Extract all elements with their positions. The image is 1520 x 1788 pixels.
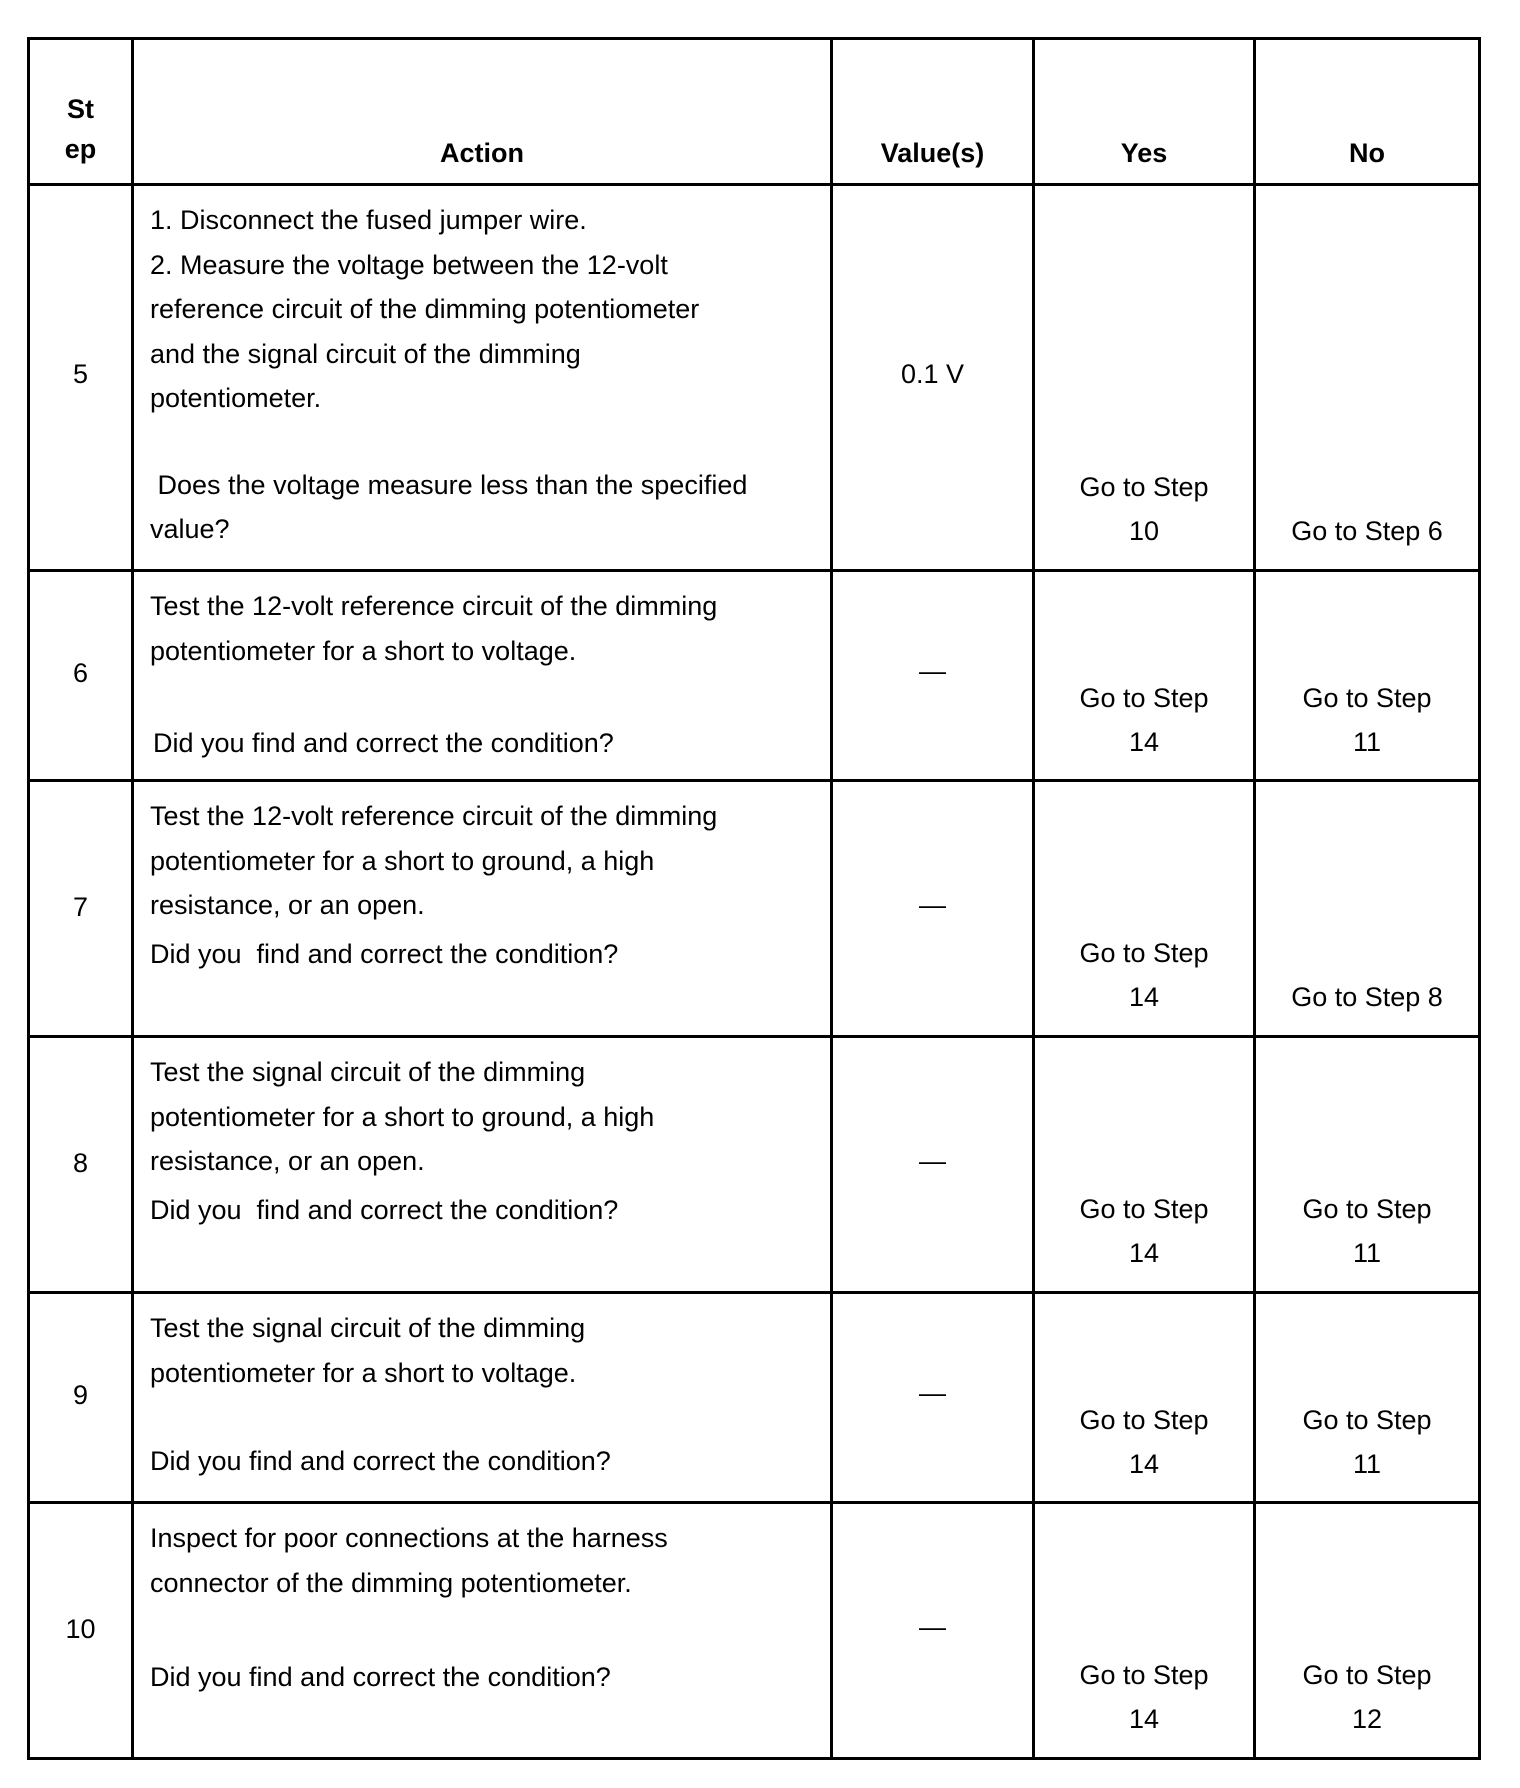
no-cell: Go to Step 11 — [1255, 1037, 1480, 1293]
no-cell: Go to Step 11 — [1255, 571, 1480, 781]
table-row — [29, 1293, 1480, 1503]
yes-cell: Go to Step 10 — [1034, 185, 1255, 571]
value-cell: 0.1 V — [832, 185, 1034, 571]
header-yes: Yes — [1034, 39, 1255, 185]
action-cell: Inspect for poor connections at the harness connector of the dimming potentiometer. Did you find and correct the condition? — [133, 1503, 832, 1759]
step-cell: 10 — [29, 1503, 133, 1759]
header-no: No — [1255, 39, 1480, 185]
action-cell: Test the signal circuit of the dimming potentiometer for a short to ground, a high resistance, or an open. Did you find and correct the condition? — [133, 1037, 832, 1293]
no-cell: Go to Step 8 — [1255, 781, 1480, 1037]
step-cell: 8 — [29, 1037, 133, 1293]
yes-cell: Go to Step 14 — [1034, 1503, 1255, 1759]
header-step: St ep — [29, 39, 133, 185]
table-row — [29, 571, 1480, 781]
yes-cell: Go to Step 14 — [1034, 1293, 1255, 1503]
no-cell: Go to Step 11 — [1255, 1293, 1480, 1503]
yes-cell: Go to Step 14 — [1034, 1037, 1255, 1293]
step-cell: 6 — [29, 571, 133, 781]
action-cell: Test the 12-volt reference circuit of the dimming potentiometer for a short to voltage. Did you find and correct the condition? — [133, 571, 832, 781]
action-cell: Test the 12-volt reference circuit of the dimming potentiometer for a short to ground, a high resistance, or an open. Did you find and correct the condition? — [133, 781, 832, 1037]
no-cell: Go to Step 6 — [1255, 185, 1480, 571]
action-cell: 1. Disconnect the fused jumper wire. 2. Measure the voltage between the 12-volt reference circuit of the dimming potentiometer and the signal circuit of the dimming potentiometer. Does the voltage measure less than the specified value? — [133, 185, 832, 571]
no-cell: Go to Step 12 — [1255, 1503, 1480, 1759]
header-row — [29, 39, 1480, 185]
step-cell: 5 — [29, 185, 133, 571]
step-cell: 7 — [29, 781, 133, 1037]
table-row — [29, 781, 1480, 1037]
table-row — [29, 1503, 1480, 1759]
value-cell: — — [832, 571, 1034, 781]
yes-cell: Go to Step 14 — [1034, 571, 1255, 781]
value-cell: — — [832, 781, 1034, 1037]
table-row — [29, 185, 1480, 571]
diagnostic-table — [27, 37, 1481, 1760]
table-row — [29, 1037, 1480, 1293]
value-cell: — — [832, 1293, 1034, 1503]
value-cell: — — [832, 1503, 1034, 1759]
step-cell: 9 — [29, 1293, 133, 1503]
action-cell: Test the signal circuit of the dimming potentiometer for a short to voltage. Did you find and correct the condition? — [133, 1293, 832, 1503]
header-action: Action — [133, 39, 832, 185]
yes-cell: Go to Step 14 — [1034, 781, 1255, 1037]
value-cell: — — [832, 1037, 1034, 1293]
header-values: Value(s) — [832, 39, 1034, 185]
